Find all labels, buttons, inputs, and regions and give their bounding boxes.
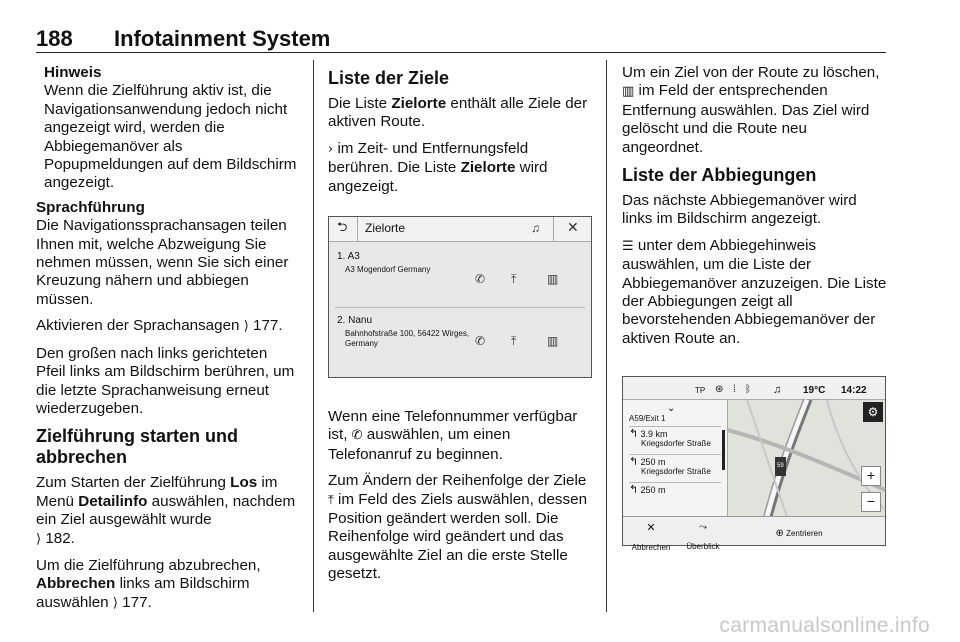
row-divider bbox=[629, 426, 721, 427]
destination-title: 2. Nanu bbox=[337, 315, 373, 327]
zoom-in-button[interactable]: + bbox=[861, 466, 881, 486]
divider bbox=[553, 217, 554, 241]
phone-paragraph bbox=[328, 408, 594, 464]
chevron-down-icon[interactable]: ⌄ bbox=[667, 403, 676, 415]
audio-icon[interactable]: ♫ bbox=[773, 384, 782, 397]
settings-icon: ⊛ bbox=[715, 384, 724, 396]
signal-icon: ⁞ bbox=[733, 384, 736, 396]
gear-icon[interactable]: ⚙ bbox=[863, 402, 883, 422]
back-arrow-icon[interactable]: ⮌ bbox=[337, 219, 348, 235]
column-3 bbox=[622, 64, 888, 552]
move-to-top-icon[interactable]: ⤒ bbox=[511, 272, 517, 287]
list-heading: Liste der Ziele bbox=[328, 68, 450, 88]
column-divider bbox=[606, 60, 607, 612]
turn-item[interactable] bbox=[629, 458, 721, 476]
row-divider bbox=[629, 454, 721, 455]
screenshot-title-bar bbox=[329, 217, 591, 242]
destinations-screenshot bbox=[328, 216, 592, 378]
phone-pre: Wenn eine Telefonnummer verfügbar ist, bbox=[328, 408, 578, 444]
turn-street: Kriegsdorfer Straße bbox=[641, 467, 711, 477]
zielorte-label: Zielorte bbox=[460, 159, 516, 177]
turn-list bbox=[623, 400, 728, 517]
note-title: Hinweis bbox=[44, 64, 102, 81]
touch-post: wird angezeigt. bbox=[328, 159, 548, 195]
turn-distance: 3.9 km bbox=[640, 429, 668, 440]
close-icon: ✕ bbox=[646, 522, 656, 535]
start-post: auswählen, nachdem ein Ziel ausgewählt wurde bbox=[36, 492, 296, 529]
screenshot-title: Zielorte bbox=[365, 221, 406, 236]
watermark: carmanualsonline.info bbox=[719, 614, 930, 637]
scrollbar[interactable] bbox=[722, 430, 725, 470]
list-pre: Die Liste bbox=[328, 95, 388, 112]
trash-icon: ▥ bbox=[622, 84, 635, 100]
page-ref-icon: ⟩ bbox=[243, 319, 249, 335]
start-pre: Zum Starten der Zielführung bbox=[36, 474, 226, 492]
order-post: im Feld des Ziels auswählen, dessen Position geändert werden soll. Die Reihenfolge wird geändert und das ausgewählte Ziel an die erste Stelle gesetzt. bbox=[328, 490, 588, 583]
start-paragraph bbox=[36, 474, 300, 549]
cancel-pre: Um die Zielführung abzubrechen, bbox=[36, 556, 261, 574]
turn-distance: 250 m bbox=[640, 457, 666, 468]
activate-paragraph bbox=[36, 317, 300, 336]
turn-list-post: unter dem Abbiegehinweis auswählen, um die Liste der Abbiegemanöver anzuzeigen. Die Liste der Abbiegungen zeigt all bevorstehenden Abbiegemanöver der aktiven Route an. bbox=[622, 236, 887, 347]
turn-text: Das nächste Abbiegemanöver wird links im Bildschirm angezeigt. bbox=[622, 192, 857, 228]
page-ref-icon: ⟩ bbox=[36, 531, 42, 547]
start-mid: im Menü bbox=[36, 474, 278, 510]
voice-heading: Sprachführung bbox=[36, 198, 145, 216]
note-text: Wenn die Zielführung aktiv ist, die Navigationsanwendung jedoch nicht angezeigt wird, werden die Abbiegemanöver als Popupmeldungen auf dem Bildschirm angezeigt. bbox=[44, 82, 297, 192]
temperature: 19°C bbox=[803, 385, 826, 397]
trash-icon[interactable]: ▥ bbox=[547, 272, 559, 287]
overview-button-label: Überblick bbox=[686, 541, 720, 551]
destination-address: Bahnhofstraße 100, 56422 Wirges, Germany bbox=[345, 329, 470, 349]
column-divider bbox=[313, 60, 314, 612]
detailinfo-label: Detailinfo bbox=[78, 492, 148, 510]
cancel-button[interactable] bbox=[627, 519, 675, 557]
delete-paragraph bbox=[622, 64, 888, 157]
close-icon[interactable]: ✕ bbox=[567, 219, 579, 236]
bottom-bar bbox=[623, 516, 885, 552]
activate-ref[interactable]: 177. bbox=[253, 317, 283, 335]
turn-arrow-icon: ↰ bbox=[629, 428, 639, 441]
move-to-top-icon[interactable]: ⤒ bbox=[511, 334, 517, 349]
cancel-post: links am Bildschirm auswählen bbox=[36, 575, 250, 611]
list-icon: ☰ bbox=[622, 238, 634, 254]
los-label: Los bbox=[230, 474, 258, 492]
page-header bbox=[36, 26, 886, 53]
column-2 bbox=[328, 64, 594, 592]
voice-text: Die Navigationssprachansagen teilen Ihnen mit, welche Abzweigung Sie nehmen müssen, wenn Sie sich einer Kreuzung nähern und abbiegen müssen. bbox=[36, 217, 289, 308]
phone-icon[interactable]: ✆ bbox=[475, 272, 486, 287]
start-heading: Zielführung starten und abbrechen bbox=[36, 426, 238, 468]
crosshair-icon: ⊕ bbox=[775, 528, 784, 540]
turn-arrow-icon: ↰ bbox=[629, 484, 639, 497]
delete-pre: Um ein Ziel von der Route zu löschen, bbox=[622, 64, 880, 81]
list-paragraph bbox=[328, 95, 594, 132]
turn-list-screenshot bbox=[622, 376, 886, 552]
list-post: enthält alle Ziele der aktiven Route. bbox=[328, 95, 588, 131]
delete-post: im Feld der entsprechenden Entfernung auswählen. Das Ziel wird gelöscht und die Route neu angeordnet. bbox=[622, 82, 870, 156]
tp-indicator: TP bbox=[695, 386, 706, 396]
chevron-right-icon: › bbox=[328, 141, 334, 157]
trash-icon[interactable]: ▥ bbox=[547, 334, 559, 349]
zielorte-label: Zielorte bbox=[391, 95, 447, 112]
column-1 bbox=[36, 64, 300, 621]
turn-heading: Liste der Abbiegungen bbox=[622, 165, 817, 186]
cancel-ref[interactable]: 177. bbox=[122, 593, 152, 611]
turn-list-paragraph bbox=[622, 237, 888, 348]
destination-address: A3 Mogendorf Germany bbox=[345, 265, 431, 275]
phone-icon: ✆ bbox=[351, 428, 363, 444]
turn-arrow-icon: ↰ bbox=[629, 456, 639, 469]
cancel-paragraph bbox=[36, 557, 300, 613]
zoom-out-button[interactable]: − bbox=[861, 492, 881, 512]
order-pre: Zum Ändern der Reihenfolge der Ziele bbox=[328, 472, 587, 490]
move-to-top-icon: ⤒ bbox=[328, 492, 334, 508]
divider bbox=[357, 217, 358, 241]
section-title: Infotainment System bbox=[114, 26, 331, 51]
start-ref[interactable]: 182. bbox=[45, 529, 75, 547]
order-paragraph bbox=[328, 472, 594, 583]
destination-row[interactable] bbox=[329, 245, 591, 305]
turn-item[interactable]: A59/Exit 1 bbox=[629, 414, 666, 424]
status-bar bbox=[623, 377, 885, 400]
page-ref-icon: ⟩ bbox=[112, 595, 118, 611]
note-box bbox=[36, 64, 300, 193]
road-shield: 59 bbox=[775, 457, 786, 475]
turn-street: Kriegsdorfer Straße bbox=[641, 439, 711, 449]
touch-paragraph bbox=[328, 140, 594, 196]
abbrechen-label: Abbrechen bbox=[36, 575, 116, 593]
route-icon: ⤳ bbox=[699, 522, 707, 534]
center-button[interactable] bbox=[759, 525, 839, 543]
turn-distance: 250 m bbox=[640, 485, 666, 496]
bluetooth-icon: ᛒ bbox=[745, 384, 751, 396]
turn-item[interactable] bbox=[629, 430, 721, 448]
destination-title: 1. A3 bbox=[337, 251, 360, 263]
phone-post: auswählen, um einen Telefonanruf zu beginnen. bbox=[328, 426, 511, 463]
map-view[interactable] bbox=[727, 400, 885, 517]
overview-button[interactable] bbox=[679, 519, 727, 556]
page-number: 188 bbox=[36, 26, 73, 51]
destination-row[interactable] bbox=[329, 309, 591, 369]
turn-item[interactable] bbox=[629, 486, 721, 495]
center-button-label: Zentrieren bbox=[786, 529, 823, 539]
repeat-text: Den großen nach links gerichteten Pfeil links am Bildschirm berühren, um die letzte Sprachanweisung erneut wiederzugeben. bbox=[36, 344, 295, 417]
cancel-button-label: Abbrechen bbox=[631, 542, 671, 552]
row-divider bbox=[335, 307, 585, 308]
activate-text: Aktivieren der Sprachansagen bbox=[36, 317, 240, 335]
row-divider bbox=[629, 482, 721, 483]
phone-icon[interactable]: ✆ bbox=[475, 334, 486, 349]
touch-pre: im Zeit- und Entfernungsfeld berühren. Die Liste bbox=[328, 139, 529, 177]
clock: 14:22 bbox=[841, 385, 867, 397]
audio-icon[interactable]: ♫ bbox=[531, 221, 540, 236]
